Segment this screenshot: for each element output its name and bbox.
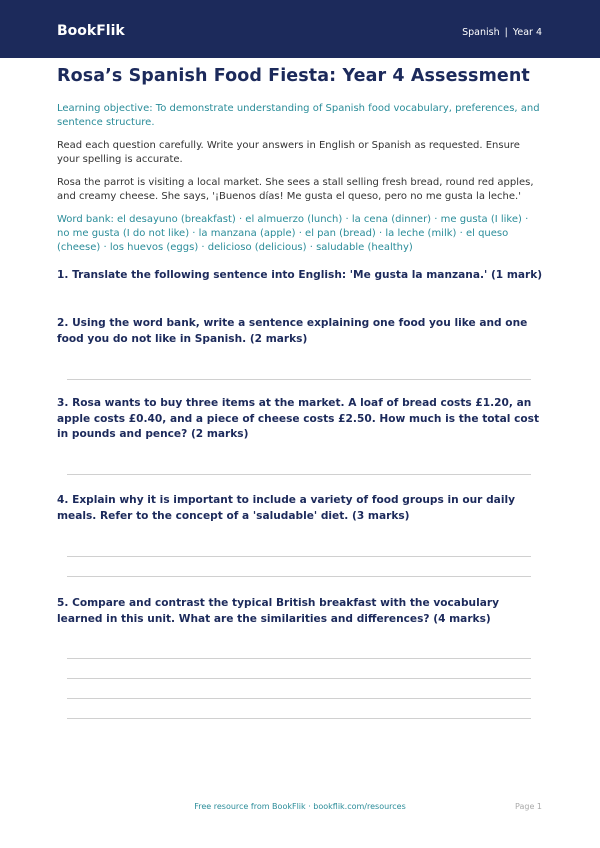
question-5: 5. Compare and contrast the typical British breakfast with the vocabulary learned in this unit. What are the similarities and differences? (4 marks) (57, 597, 499, 625)
page-header (0, 0, 600, 58)
subject-label: Spanish (462, 27, 500, 38)
question-3: 3. Rosa wants to buy three items at the market. A loaf of bread costs £1.20, an apple costs £0.40, and a piece of cheese costs £2.50. How much is the total cost in pounds and pence? (2 marks) (57, 397, 540, 440)
crumb-separator: | (504, 27, 508, 38)
answer-line[interactable] (67, 658, 531, 659)
instructions: Read each question carefully. Write your answers in English or Spanish as requested. Ensure your spelling is accurate. (57, 140, 520, 165)
intro-section (57, 66, 543, 255)
word-bank: Word bank: el desayuno (breakfast) · el almuerzo (lunch) · la cena (dinner) · me gusta (I like) · no me gusta (I do not like) · la manzana (apple) · el pan (bread) · la leche (milk) · el queso (cheese) · los huevos (eggs) · delicioso (delicious) · saludable (healthy) (57, 214, 529, 253)
answer-line[interactable] (67, 379, 531, 380)
year-label: Year 4 (512, 27, 542, 38)
page-number: Page 1 (515, 802, 542, 811)
answer-line[interactable] (67, 576, 531, 577)
answer-line[interactable] (67, 718, 531, 719)
learning-objective: Learning objective: To demonstrate understanding of Spanish food vocabulary, preferences, and sentence structure. (57, 103, 540, 128)
question-2: 2. Using the word bank, write a sentence explaining one food you like and one food you do not like in Spanish. (2 marks) (57, 317, 528, 345)
scenario-text: Rosa the parrot is visiting a local market. She sees a stall selling fresh bread, round red apples, and creamy cheese. She says, '¡Buenos días! Me gusta el queso, pero no me gusta la leche.' (57, 177, 534, 202)
answer-line[interactable] (67, 678, 531, 679)
question-4: 4. Explain why it is important to include a variety of food groups in our daily meals. Refer to the concept of a 'saludable' diet. (3 marks) (57, 494, 515, 522)
subject-year-label (462, 27, 542, 38)
footer-text[interactable]: Free resource from BookFlik · bookflik.com/resources (194, 802, 406, 811)
answer-line[interactable] (67, 556, 531, 557)
page-title: Rosa’s Spanish Food Fiesta: Year 4 Assessment (57, 66, 530, 86)
answer-line[interactable] (67, 474, 531, 475)
answer-line[interactable] (67, 698, 531, 699)
question-1: 1. Translate the following sentence into English: 'Me gusta la manzana.' (1 mark) (57, 269, 543, 281)
brand-logo[interactable]: BookFlik (57, 23, 125, 39)
